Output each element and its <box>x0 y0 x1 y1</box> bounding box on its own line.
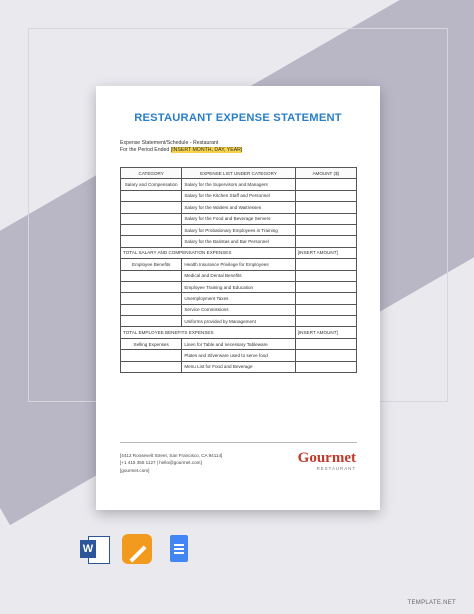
amount-cell <box>295 202 356 213</box>
table-row <box>121 236 357 247</box>
total-amount: [INSERT AMOUNT] <box>295 247 356 258</box>
empty-category-cell <box>121 304 182 315</box>
table-row <box>121 190 357 201</box>
table-row <box>121 179 357 190</box>
footer-address: [4412 Roosevelt Street, San Francisco, CA 94114] <box>120 453 223 458</box>
expense-item-cell: Employee Training and Education <box>182 281 295 292</box>
footer-divider <box>120 442 357 443</box>
document-title: RESTAURANT EXPENSE STATEMENT <box>134 112 342 124</box>
table-row <box>121 213 357 224</box>
empty-category-cell <box>121 190 182 201</box>
expense-item-cell: Unemployment Taxes <box>182 293 295 304</box>
empty-category-cell <box>121 281 182 292</box>
empty-category-cell <box>121 236 182 247</box>
period-label: For the Period Ended <box>120 147 170 153</box>
total-label: TOTAL SALARY AND COMPENSATION EXPENSES <box>121 247 296 258</box>
watermark: TEMPLATE.NET <box>407 600 456 606</box>
gourmet-logo <box>298 450 356 471</box>
google-docs-icon[interactable] <box>164 534 194 564</box>
table-row <box>121 338 357 349</box>
table-row <box>121 202 357 213</box>
table-row <box>121 259 357 270</box>
amount-cell <box>295 213 356 224</box>
footer-contact: [+1 415 355 1127 | hello@gourmet.com] <box>120 460 202 466</box>
empty-category-cell <box>121 316 182 327</box>
footer-address-block <box>120 452 222 474</box>
document-preview <box>96 86 380 510</box>
expense-item-cell: Salary for the Supervisors and Managers <box>182 179 295 190</box>
pages-icon[interactable] <box>122 534 152 564</box>
table-header-row <box>121 168 357 179</box>
empty-category-cell <box>121 293 182 304</box>
amount-cell <box>295 361 356 372</box>
expense-item-cell: Salary for the Kitchen Staff and Personnel <box>182 190 295 201</box>
amount-cell <box>295 350 356 361</box>
amount-cell <box>295 259 356 270</box>
logo-name: Gourmet <box>297 450 356 466</box>
expense-item-cell: Salary for the Food and Beverage Servers <box>182 213 295 224</box>
meta-line-2 <box>120 147 242 154</box>
total-label: TOTAL EMPLOYEE BENEFITS EXPENSES <box>121 327 296 338</box>
amount-cell <box>295 281 356 292</box>
amount-cell <box>295 224 356 235</box>
amount-cell <box>295 293 356 304</box>
total-row <box>121 327 357 338</box>
table-row <box>121 316 357 327</box>
table-row <box>121 293 357 304</box>
app-icons <box>80 534 194 564</box>
category-cell: Selling Expenses <box>121 338 182 349</box>
header-expense-list: EXPENSE LIST UNDER CATEGORY <box>182 168 295 179</box>
expense-item-cell: Linen for Table and necessary Tableware <box>182 338 295 349</box>
amount-cell <box>295 179 356 190</box>
amount-cell <box>295 316 356 327</box>
total-row <box>121 247 357 258</box>
category-cell: Employee Benefits <box>121 259 182 270</box>
table-row <box>121 350 357 361</box>
meta-line-1: Expense Statement/Schedule - Restaurant <box>120 140 219 146</box>
word-icon-letter: W <box>80 540 96 558</box>
header-category: CATEGORY <box>121 168 182 179</box>
expense-item-cell: Health Insurance Privilege for Employees <box>182 259 295 270</box>
expense-table-body <box>121 168 357 373</box>
document-meta <box>120 140 242 154</box>
amount-cell <box>295 338 356 349</box>
amount-cell <box>295 236 356 247</box>
amount-cell <box>295 190 356 201</box>
header-amount: AMOUNT ($) <box>295 168 356 179</box>
table-row <box>121 224 357 235</box>
empty-category-cell <box>121 213 182 224</box>
expense-item-cell: Uniforms provided by Management <box>182 316 295 327</box>
empty-category-cell <box>121 361 182 372</box>
amount-cell <box>295 270 356 281</box>
empty-category-cell <box>121 202 182 213</box>
expense-item-cell: Salary for Probationary Employees in Training <box>182 224 295 235</box>
empty-category-cell <box>121 270 182 281</box>
empty-category-cell <box>121 350 182 361</box>
table-row <box>121 304 357 315</box>
expense-item-cell: Menu List for Food and Beverage <box>182 361 295 372</box>
table-row <box>121 270 357 281</box>
expense-item-cell: Salary for the Baristas and Bar Personnel <box>182 236 295 247</box>
total-amount: [INSERT AMOUNT] <box>295 327 356 338</box>
period-placeholder: [INSERT MONTH, DAY, YEAR] <box>170 147 243 153</box>
expense-table <box>120 167 357 373</box>
expense-item-cell: Salary for the Waiters and Waitresses <box>182 202 295 213</box>
expense-item-cell: Plates and Silverware used to serve food <box>182 350 295 361</box>
table-row <box>121 281 357 292</box>
category-cell: Salary and Compensation <box>121 179 182 190</box>
expense-item-cell: Service Commissions <box>182 304 295 315</box>
logo-subtitle: RESTAURANT <box>316 466 356 471</box>
table-row <box>121 361 357 372</box>
footer-website: [gourmet.com] <box>120 467 150 473</box>
empty-category-cell <box>121 224 182 235</box>
expense-item-cell: Medical and Dental Benefits <box>182 270 295 281</box>
amount-cell <box>295 304 356 315</box>
word-icon[interactable] <box>80 534 110 564</box>
